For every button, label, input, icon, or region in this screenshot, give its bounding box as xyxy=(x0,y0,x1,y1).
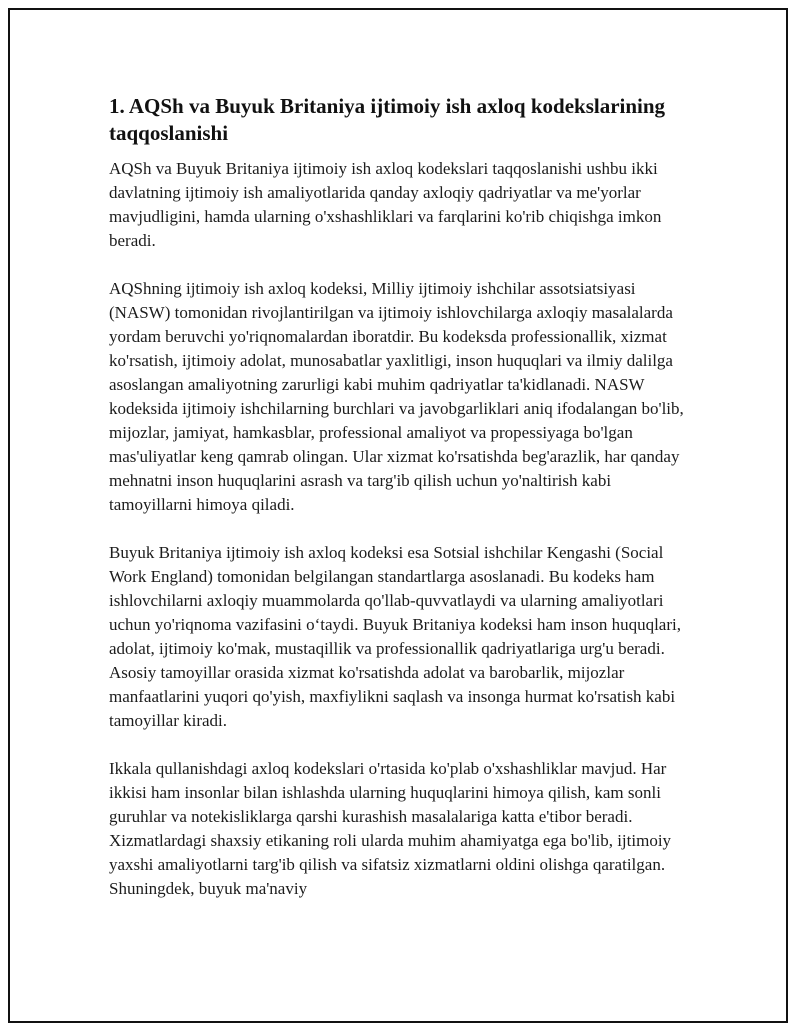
paragraph-intro: AQSh va Buyuk Britaniya ijtimoiy ish axloq kodekslari taqqoslanishi ushbu ikki davlatning ijtimoiy ish amaliyotlarida qanday axloqiy qadriyatlar va me'yorlar mavjudligini, hamda ularning o'xshashliklari va farqlarini ko'rib chiqishga imkon beradi. xyxy=(109,159,662,250)
section-heading: 1. AQSh va Buyuk Britaniya ijtimoiy ish axloq kodekslarining taqqoslanishi xyxy=(109,94,666,145)
paragraph-similarities: Ikkala qullanishdagi axloq kodekslari o'rtasida ko'plab o'xshashliklar mavjud. Har ikkisi ham insonlar bilan ishlashda ularning huquqlarini himoya qilish, kam sonli guruhlar va notekisliklarga qarshi kurashish masalalariga katta e'tibor beradi. Xizmatlardagi shaxsiy etikaning roli ularda muhim ahamiyatga ega bo'lib, ijtimoiy yaxshi amaliyotlarni targ'ib qilish va sifatsiz xizmatlarni oldini olishga qaratilgan. Shuningdek, buyuk ma'naviy xyxy=(109,759,672,898)
paragraph-usa-code: AQShning ijtimoiy ish axloq kodeksi, Milliy ijtimoiy ishchilar assotsiatsiyasi (NASW) tomonidan rivojlantirilgan va ijtimoiy ishlovchilarga axloqiy masalalarda yordam beruvchi yo'riqnomalardan iboratdir. Bu kodeksda professionallik, xizmat ko'rsatish, ijtimoiy adolat, munosabatlar yaxlitligi, inson huquqlari va ilmiy dalilga asoslangan amaliyotning zarurligi kabi muhim qadriyatlar ta'kidlanadi. NASW kodeksida ijtimoiy ishchilarning burchlari va javobgarliklari aniq ifodalangan bo'lib, mijozlar, jamiyat, hamkasblar, professional amaliyot va propessiyaga bo'lgan mas'uliyatlar keng qamrab olingan. Ular xizmat ko'rsatishda beg'arazlik, har qanday mehnatni inson huquqlarini asrash va targ'ib qilish uchun yo'naltirish kabi tamoyillarni himoya qiladi. xyxy=(109,279,684,514)
paragraph-uk-code: Buyuk Britaniya ijtimoiy ish axloq kodeksi esa Sotsial ishchilar Kengashi (Social Work England) tomonidan belgilangan standartlarga asoslanadi. Bu kodeks ham ishlovchilarni axloqiy muammolarda qo'llab-quvvatlaydi va ularning amaliyotlari uchun yo'riqnoma vazifasini o‘taydi. Buyuk Britaniya kodeksi ham inson huquqlari, adolat, ijtimoiy ko'mak, mustaqillik va professionallik qadriyatlariga urg'u beradi. Asosiy tamoyillar orasida xizmat ko'rsatishda adolat va barobarlik, mijozlar manfaatlarini yuqori qo'yish, maxfiylikni saqlash va insonga hurmat ko'rsatish kabi tamoyillar kiradi. xyxy=(109,543,681,730)
document-body xyxy=(109,93,694,925)
